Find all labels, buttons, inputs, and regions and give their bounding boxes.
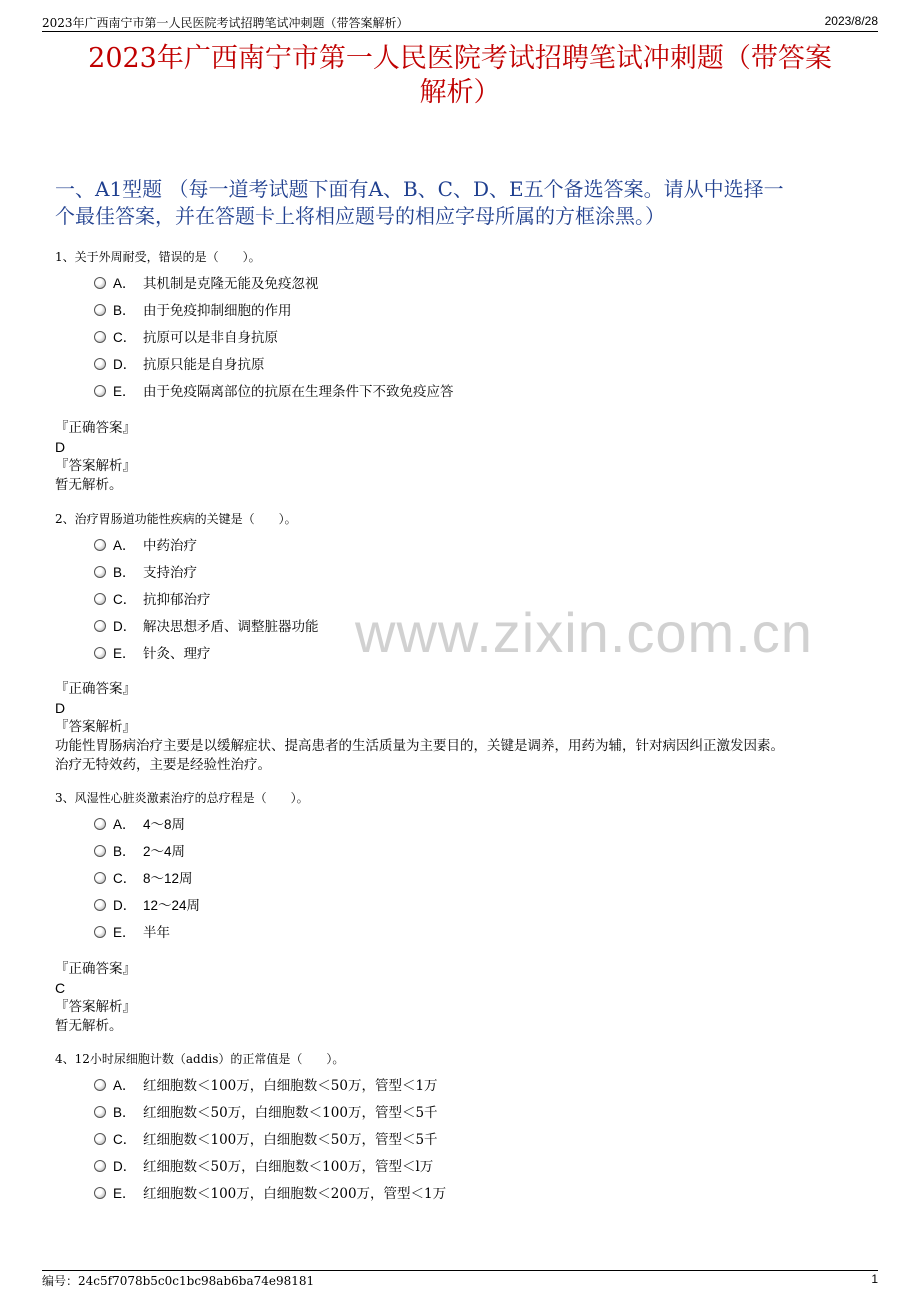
option-text: 支持治疗 xyxy=(143,565,197,581)
title-line-2: 解析） xyxy=(419,77,501,108)
option-letter: C． xyxy=(113,592,137,607)
radio-icon[interactable] xyxy=(94,277,106,289)
option-list xyxy=(55,269,870,404)
option-letter: B． xyxy=(113,565,136,580)
option-b[interactable] xyxy=(55,837,870,864)
radio-icon[interactable] xyxy=(94,331,106,343)
option-e[interactable] xyxy=(55,918,870,945)
option-text: 红细胞数＜50万，白细胞数＜100万，管型＜5千 xyxy=(143,1105,438,1121)
radio-icon[interactable] xyxy=(94,358,106,370)
option-letter: C． xyxy=(113,871,137,886)
option-text: 12～24周 xyxy=(143,898,201,913)
question-stem: 1、关于外周耐受，错误的是（ ）。 xyxy=(55,250,261,264)
question-stem: 3、风湿性心脏炎激素治疗的总疗程是（ ）。 xyxy=(55,791,309,805)
question-3 xyxy=(55,790,870,945)
analysis-text-continued: 治疗无特效药，主要是经验性治疗。 xyxy=(55,757,271,773)
option-e[interactable] xyxy=(55,1179,870,1206)
option-text: 抗抑郁治疗 xyxy=(143,592,211,608)
question-stem: 2、治疗胃肠道功能性疾病的关键是（ ）。 xyxy=(55,512,297,526)
radio-icon[interactable] xyxy=(94,647,106,659)
answer-block-1 xyxy=(55,419,870,495)
document-title xyxy=(42,42,878,110)
option-text: 2～4周 xyxy=(143,844,186,859)
option-letter: E． xyxy=(113,925,136,940)
header-rule xyxy=(42,31,878,32)
option-text: 抗原只能是自身抗原 xyxy=(143,357,265,373)
option-d[interactable] xyxy=(55,1152,870,1179)
radio-icon[interactable] xyxy=(94,872,106,884)
radio-icon[interactable] xyxy=(94,899,106,911)
answer-label: 『正确答案』 xyxy=(55,961,136,977)
radio-icon[interactable] xyxy=(94,1106,106,1118)
option-text: 中药治疗 xyxy=(143,538,197,554)
analysis-label: 『答案解析』 xyxy=(55,999,136,1015)
answer-label: 『正确答案』 xyxy=(55,420,136,436)
option-letter: E． xyxy=(113,646,136,661)
header-date: 2023/8/28 xyxy=(824,14,878,28)
option-b[interactable] xyxy=(55,296,870,323)
answer-label: 『正确答案』 xyxy=(55,681,136,697)
radio-icon[interactable] xyxy=(94,1187,106,1199)
option-c[interactable] xyxy=(55,1125,870,1152)
option-list xyxy=(55,810,870,945)
option-letter: A． xyxy=(113,538,136,553)
question-1 xyxy=(55,249,870,404)
analysis-text: 功能性胃肠病治疗主要是以缓解症状、提高患者的生活质量为主要目的，关键是调养，用药为辅，针对病因纠正激发因素。 xyxy=(55,738,784,754)
correct-answer: D xyxy=(55,700,66,716)
option-letter: D． xyxy=(113,1159,137,1174)
question-2 xyxy=(55,511,870,666)
option-letter: A． xyxy=(113,1078,136,1093)
page-header xyxy=(42,12,878,32)
option-letter: A． xyxy=(113,817,136,832)
option-text: 红细胞数＜100万，白细胞数＜200万，管型＜1万 xyxy=(143,1186,447,1202)
option-e[interactable] xyxy=(55,639,870,666)
option-b[interactable] xyxy=(55,1098,870,1125)
footer-rule xyxy=(42,1270,878,1271)
option-text: 4～8周 xyxy=(143,817,186,832)
question-stem: 4、12小时尿细胞计数（addis）的正常值是（ ）。 xyxy=(55,1052,345,1066)
option-text: 抗原可以是非自身抗原 xyxy=(143,330,278,346)
option-letter: A． xyxy=(113,276,136,291)
option-text: 红细胞数＜100万，白细胞数＜50万，管型＜1万 xyxy=(143,1078,438,1094)
title-line-1: 2023年广西南宁市第一人民医院考试招聘笔试冲刺题（带答案 xyxy=(88,43,832,74)
option-d[interactable] xyxy=(55,612,870,639)
analysis-label: 『答案解析』 xyxy=(55,719,136,735)
radio-icon[interactable] xyxy=(94,1079,106,1091)
header-title: 2023年广西南宁市第一人民医院考试招聘笔试冲刺题（带答案解析） xyxy=(42,16,409,30)
option-text: 其机制是克隆无能及免疫忽视 xyxy=(143,276,319,292)
radio-icon[interactable] xyxy=(94,926,106,938)
watermark: www.zixin.com.cn xyxy=(355,601,813,664)
option-list xyxy=(55,1071,870,1206)
option-a[interactable] xyxy=(55,269,870,296)
option-letter: E． xyxy=(113,384,136,399)
option-text: 针灸、理疗 xyxy=(143,646,211,662)
option-c[interactable] xyxy=(55,323,870,350)
document-id: 编号：24c5f7078b5c0c1bc98ab6ba74e98181 xyxy=(42,1274,315,1288)
answer-block-2 xyxy=(55,680,870,775)
option-text: 8～12周 xyxy=(143,871,193,886)
section-line-1: 一、A1型题 （每一道考试题下面有A、B、C、D、E五个备选答案。请从中选择一 xyxy=(55,177,784,201)
option-text: 半年 xyxy=(143,925,170,941)
question-4 xyxy=(55,1051,870,1206)
option-list xyxy=(55,531,870,666)
radio-icon[interactable] xyxy=(94,818,106,830)
option-a[interactable] xyxy=(55,810,870,837)
option-letter: C． xyxy=(113,330,137,345)
radio-icon[interactable] xyxy=(94,539,106,551)
option-c[interactable] xyxy=(55,585,870,612)
correct-answer: C xyxy=(55,980,66,996)
radio-icon[interactable] xyxy=(94,845,106,857)
radio-icon[interactable] xyxy=(94,593,106,605)
analysis-text: 暂无解析。 xyxy=(55,477,123,493)
option-a[interactable] xyxy=(55,1071,870,1098)
option-text: 解决思想矛盾、调整脏器功能 xyxy=(143,619,319,635)
radio-icon[interactable] xyxy=(94,620,106,632)
option-letter: B． xyxy=(113,1105,136,1120)
analysis-label: 『答案解析』 xyxy=(55,458,136,474)
option-text: 红细胞数＜100万，白细胞数＜50万，管型＜5千 xyxy=(143,1132,438,1148)
radio-icon[interactable] xyxy=(94,385,106,397)
correct-answer: D xyxy=(55,439,66,455)
radio-icon[interactable] xyxy=(94,304,106,316)
option-letter: B． xyxy=(113,844,136,859)
option-b[interactable] xyxy=(55,558,870,585)
analysis-text: 暂无解析。 xyxy=(55,1018,123,1034)
option-d[interactable] xyxy=(55,350,870,377)
radio-icon[interactable] xyxy=(94,1160,106,1172)
radio-icon[interactable] xyxy=(94,566,106,578)
option-text: 由于免疫隔离部位的抗原在生理条件下不致免疫应答 xyxy=(143,384,454,400)
page-number: 1 xyxy=(871,1272,878,1286)
option-c[interactable] xyxy=(55,864,870,891)
answer-block-3 xyxy=(55,960,870,1036)
section-heading xyxy=(55,176,860,230)
option-e[interactable] xyxy=(55,377,870,404)
option-letter: D． xyxy=(113,898,137,913)
option-letter: D． xyxy=(113,619,137,634)
option-a[interactable] xyxy=(55,531,870,558)
option-letter: B． xyxy=(113,303,136,318)
option-text: 由于免疫抑制细胞的作用 xyxy=(143,303,292,319)
option-text: 红细胞数＜50万，白细胞数＜100万，管型＜l万 xyxy=(143,1159,434,1175)
option-d[interactable] xyxy=(55,891,870,918)
option-letter: D． xyxy=(113,357,137,372)
radio-icon[interactable] xyxy=(94,1133,106,1145)
option-letter: E． xyxy=(113,1186,136,1201)
option-letter: C． xyxy=(113,1132,137,1147)
section-line-2: 个最佳答案，并在答题卡上将相应题号的相应字母所属的方框涂黑。） xyxy=(55,204,665,228)
